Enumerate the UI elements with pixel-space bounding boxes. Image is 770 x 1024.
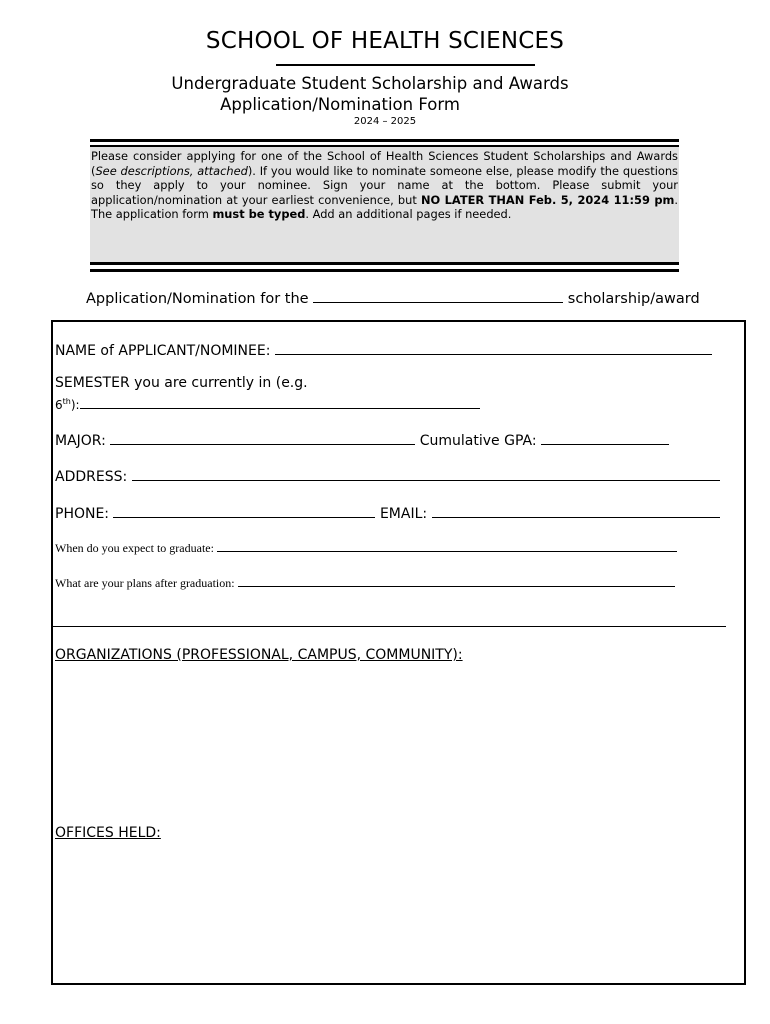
plans-row (55, 576, 675, 591)
name-field[interactable] (275, 341, 712, 355)
notice-deadline: NO LATER THAN Feb. 5, 2024 11:59 pm (420, 192, 675, 207)
notice-text-3: . The application form (91, 192, 678, 222)
nomination-prefix: Application/Nomination for the (86, 291, 309, 307)
organizations-label: ORGANIZATIONS (PROFESSIONAL, CAMPUS, COMMUNITY): (55, 647, 463, 663)
academic-year: 2024 – 2025 (353, 116, 417, 127)
address-label: ADDRESS: (55, 469, 128, 485)
name-row (55, 341, 712, 359)
graduate-field[interactable] (217, 542, 677, 552)
gpa-field[interactable] (541, 431, 669, 445)
name-label: NAME of APPLICANT/NOMINEE: (55, 343, 271, 359)
notice-typed: must be typed (212, 207, 306, 222)
phone-email-row (55, 504, 720, 522)
notice-top-border (90, 139, 679, 147)
graduate-row (55, 541, 677, 556)
offices-area[interactable] (53, 848, 743, 980)
notice-text-1: Please consider applying for one of the School of Health Sciences Student Scholarships and Awards ( (91, 149, 678, 178)
notice-bottom-border (90, 262, 679, 272)
title-underline (276, 64, 535, 66)
major-field[interactable] (110, 431, 415, 445)
nomination-line (86, 289, 700, 307)
major-label: MAJOR: (55, 433, 106, 449)
semester-row (55, 395, 480, 412)
organizations-area[interactable] (53, 670, 743, 820)
semester-field[interactable] (80, 395, 480, 409)
graduate-label: When do you expect to graduate: (55, 541, 214, 555)
semester-example: 6 (55, 398, 63, 412)
scholarship-name-field[interactable] (313, 289, 563, 303)
notice-text-4: . Add an additional pages if needed. (305, 207, 512, 222)
gpa-label: Cumulative GPA: (419, 433, 537, 449)
notice-italic: See descriptions, attached (95, 163, 248, 178)
semester-label: SEMESTER you are currently in (e.g. (55, 375, 308, 391)
semester-sup: th (62, 397, 71, 406)
email-label: EMAIL: (379, 506, 428, 522)
nomination-suffix: scholarship/award (567, 291, 700, 307)
address-field[interactable] (132, 467, 720, 481)
form-subtitle-line2: Application/Nomination Form (220, 95, 460, 114)
plans-field[interactable] (238, 577, 675, 587)
notice-text-2: ). If you would like to nominate someone else, please modify the questions so they apply to your nominee. Sign your name at the bottom. Please submit your application/nomination at your earliest convenience, but (91, 163, 678, 207)
semester-end: ): (70, 398, 80, 412)
form-subtitle-line1: Undergraduate Student Scholarship and Awards (171, 74, 569, 93)
email-field[interactable] (432, 504, 720, 518)
section-divider (53, 626, 726, 627)
phone-field[interactable] (113, 504, 375, 518)
major-row (55, 431, 669, 449)
phone-label: PHONE: (55, 506, 110, 522)
offices-label: OFFICES HELD: (55, 825, 161, 841)
plans-label: What are your plans after graduation: (55, 576, 235, 590)
instructions-notice (90, 147, 679, 262)
semester-label-row (55, 375, 308, 391)
address-row (55, 467, 720, 485)
page-title: SCHOOL OF HEALTH SCIENCES (205, 28, 565, 54)
